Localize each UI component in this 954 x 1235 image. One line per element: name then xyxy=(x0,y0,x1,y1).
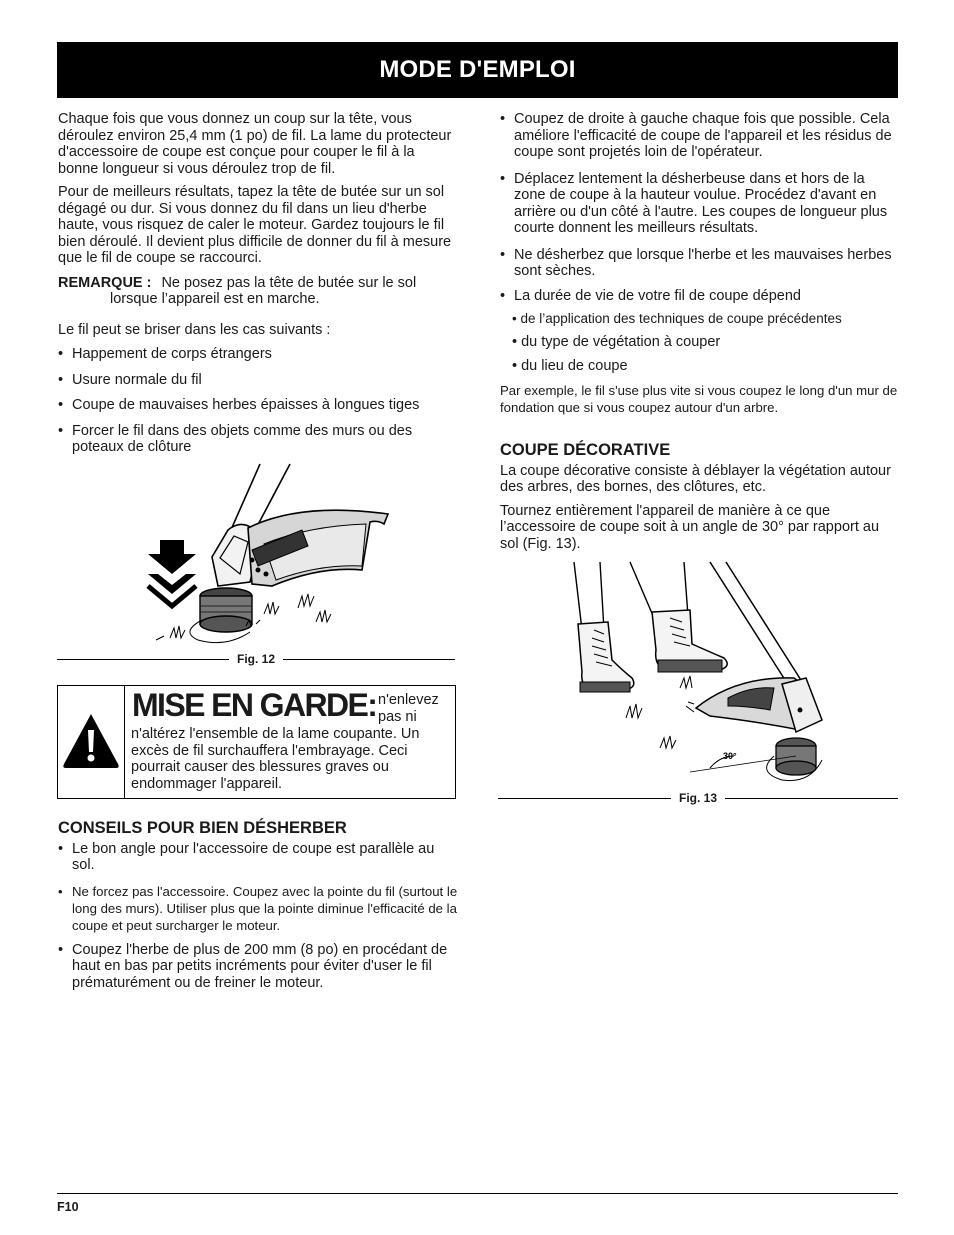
section-heading: CONSEILS POUR BIEN DÉSHERBER xyxy=(58,819,347,837)
list-item: • Le bon angle pour l'accessoire de coupe est parallèle au sol. xyxy=(58,841,458,874)
fig13-illustration xyxy=(560,560,840,790)
tips-list xyxy=(58,841,458,992)
cutting-tips-list xyxy=(500,111,898,304)
list-item: • Coupez de droite à gauche chaque fois que possible. Cela améliore l'efficacité de coupe de l'appareil et les résidus de coupe sont projetés loin de l'opérateur. xyxy=(500,111,898,161)
paragraph: La coupe décorative consiste à déblayer la végétation autour des arbres, des bornes, des clôtures, etc. xyxy=(500,462,891,495)
list-item: • Happement de corps étrangers xyxy=(58,346,458,363)
list-item: • Coupez l'herbe de plus de 200 mm (8 po) en procédant de haut en bas par petits incréments pour éviter d'user le fil prématurément ou de freiner le moteur. xyxy=(58,942,458,992)
caption-rule xyxy=(498,798,671,799)
section-heading: COUPE DÉCORATIVE xyxy=(500,441,671,459)
fig13-caption xyxy=(498,791,898,805)
paragraph: Tournez entièrement l'appareil de manière à ce que l’accessoire de coupe soit à un angle de 30° par rapport au sol (Fig. 13). xyxy=(500,502,880,552)
right-column xyxy=(500,111,898,559)
warning-triangle-icon xyxy=(58,686,124,798)
note xyxy=(58,275,458,308)
list-item: • Ne forcez pas l'accessoire. Coupez avec la pointe du fil (surtout le long des murs). Utiliser plus que la pointe diminue l'efficacité de la coupe et peut surcharger le moteur. xyxy=(58,883,458,934)
footer-rule xyxy=(57,1193,898,1194)
sub-item: • du lieu de coupe xyxy=(512,357,628,374)
note-text: Ne posez pas la tête de butée sur le sol xyxy=(161,274,417,291)
line-life-sublist xyxy=(500,310,898,374)
angle-label: 30° xyxy=(723,751,737,761)
warning-text: n'enlevez pas ni xyxy=(378,692,439,725)
section-banner xyxy=(57,42,898,98)
warning-title: MISE EN GARDE: xyxy=(132,687,377,723)
caption-rule xyxy=(283,659,455,660)
list-item: • La durée de vie de votre fil de coupe dépend xyxy=(500,288,898,305)
tips-section xyxy=(58,820,458,1000)
sub-item: • de l’application des techniques de coupe précédentes xyxy=(512,311,842,326)
list-item: • Ne désherbez que lorsque l'herbe et les mauvaises herbes sont sèches. xyxy=(500,247,898,280)
caption-text: Fig. 12 xyxy=(237,652,276,666)
warning-box xyxy=(57,685,456,799)
caption-text: Fig. 13 xyxy=(679,791,718,805)
note-label: REMARQUE : xyxy=(58,274,152,291)
break-causes-list xyxy=(58,346,458,456)
paragraph: Pour de meilleurs résultats, tapez la tête de butée sur un sol dégagé ou dur. Si vous donnez du fil dans un lieu d'herbe haute, vous risquez de caler le moteur. Gardez toujours le fil bien déroulé. Il devient plus difficile de donner du fil à mesure que le fil de coupe se raccourci. xyxy=(58,184,452,266)
paragraph: Chaque fois que vous donnez un coup sur la tête, vous déroulez environ 25,4 mm (1 po) de fil. La lame du protecteur d'accessoire de coupe est conçue pour couper le fil à la bonne longueur si vous déroulez trop de fil. xyxy=(58,111,452,177)
paragraph: Le fil peut se briser dans les cas suivants : xyxy=(58,321,331,338)
warning-icon-cell xyxy=(58,686,125,798)
list-item: • Forcer le fil dans des objets comme des murs ou des poteaux de clôture xyxy=(58,423,458,456)
sub-item: • du type de végétation à couper xyxy=(512,334,721,350)
left-column xyxy=(58,111,458,465)
page-title: MODE D'EMPLOI xyxy=(379,56,576,83)
caption-rule xyxy=(57,659,229,660)
note-text: lorsque l’appareil est en marche. xyxy=(110,291,320,307)
warning-text: n'altérez l'ensemble de la lame coupante. Un excès de fil surchauffera l'embrayage. Ceci pourrait causer des blessures graves ou endommager l'appareil. xyxy=(131,726,420,792)
fig12-caption xyxy=(57,652,455,666)
list-item: • Coupe de mauvaises herbes épaisses à longues tiges xyxy=(58,397,458,414)
list-item: • Usure normale du fil xyxy=(58,372,458,389)
example-text: Par exemple, le fil s'use plus vite si vous coupez le long d'un mur de fondation que si vous coupez autour d'un arbre. xyxy=(500,383,898,415)
fig12-illustration xyxy=(140,462,400,652)
caption-rule xyxy=(725,798,898,799)
list-item: • Déplacez lentement la désherbeuse dans et hors de la zone de coupe à la hauteur voulue. Procédez d'avant en arrière ou d'un côté à l'autre. Les coupes de longueur plus courte donnent les meilleurs résultats. xyxy=(500,171,898,237)
page-number: F10 xyxy=(57,1200,79,1214)
